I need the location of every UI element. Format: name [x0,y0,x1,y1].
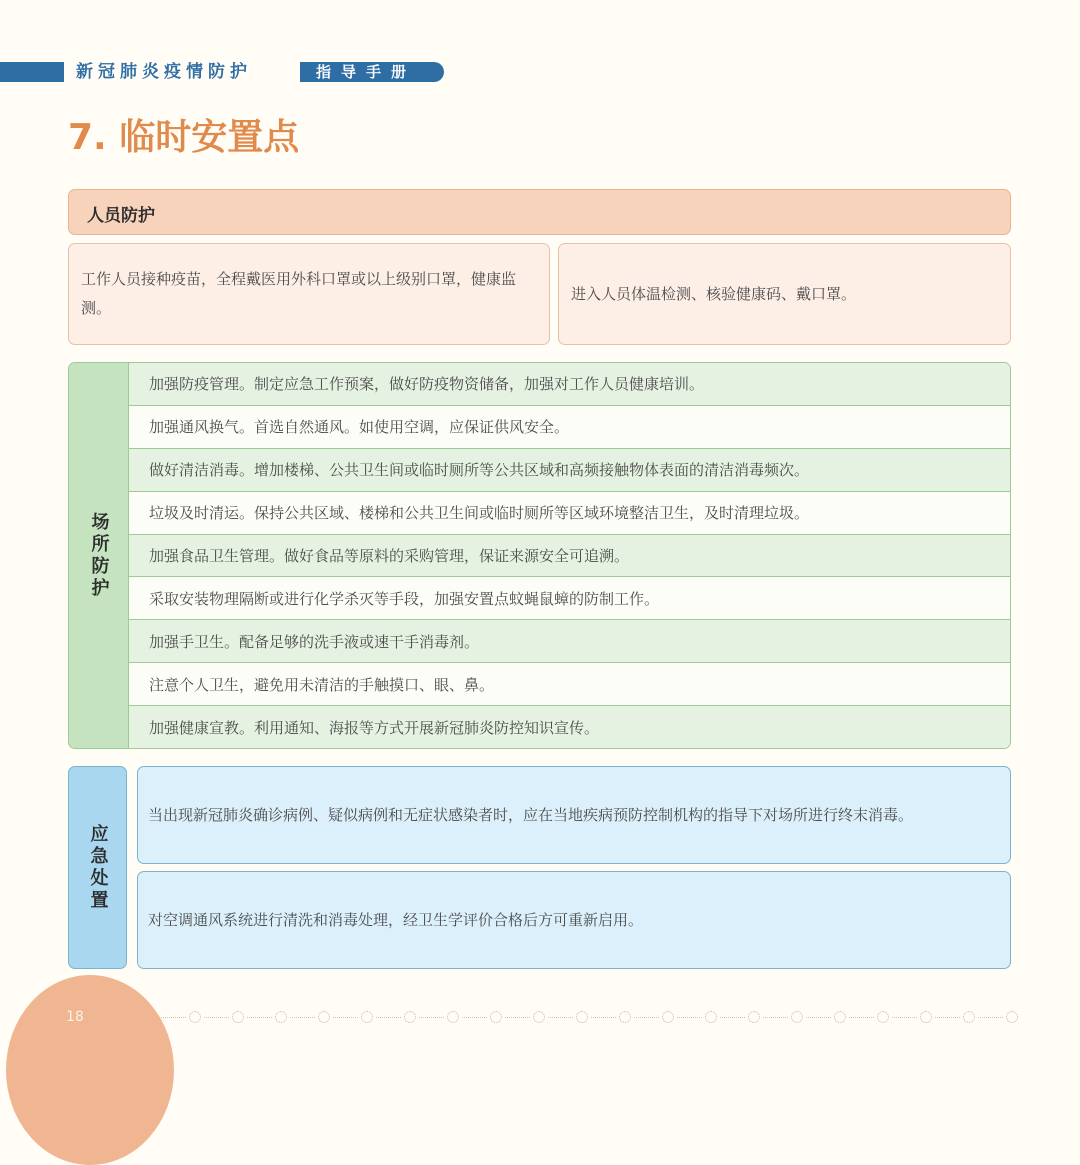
header-badge: 指导手册 [300,62,444,82]
venue-protection-label: 场所防护 [69,363,129,748]
table-row: 采取安装物理隔断或进行化学杀灭等手段，加强安置点蚊蝇鼠蟑的防制工作。 [129,576,1010,619]
page-number-circle [6,975,174,1165]
table-row: 做好清洁消毒。增加楼梯、公共卫生间或临时厕所等公共区域和高频接触物体表面的清洁消毒频次。 [129,448,1010,491]
personnel-card-staff: 工作人员接种疫苗，全程戴医用外科口罩或以上级别口罩，健康监测。 [68,243,550,345]
venue-protection-rows [129,363,1010,748]
venue-protection-table [68,362,1011,749]
decorative-dotted-line [158,1010,1018,1024]
emergency-card: 当出现新冠肺炎确诊病例、疑似病例和无症状感染者时，应在当地疾病预防控制机构的指导下对场所进行终末消毒。 [137,766,1011,864]
table-row: 注意个人卫生，避免用未清洁的手触摸口、眼、鼻。 [129,662,1010,705]
personnel-card-visitors: 进入人员体温检测、核验健康码、戴口罩。 [558,243,1011,345]
section-heading: 人员防护 [87,206,155,226]
page-number: 18 [66,1009,84,1025]
table-row: 加强食品卫生管理。做好食品等原料的采购管理，保证来源安全可追溯。 [129,534,1010,577]
table-row: 垃圾及时清运。保持公共区域、楼梯和公共卫生间或临时厕所等区域环境整洁卫生，及时清理垃圾。 [129,491,1010,534]
table-row: 加强手卫生。配备足够的洗手液或速干手消毒剂。 [129,619,1010,662]
personnel-protection-header [68,189,1011,235]
table-row: 加强通风换气。首选自然通风。如使用空调，应保证供风安全。 [129,405,1010,448]
page-title: 7. 临时安置点 [68,117,300,158]
header-title: 新冠肺炎疫情防护 [76,62,252,82]
header-accent-bar [0,62,64,82]
emergency-card: 对空调通风系统进行清洗和消毒处理，经卫生学评价合格后方可重新启用。 [137,871,1011,969]
table-row: 加强健康宣教。利用通知、海报等方式开展新冠肺炎防控知识宣传。 [129,705,1010,748]
table-row: 加强防疫管理。制定应急工作预案，做好防疫物资储备，加强对工作人员健康培训。 [129,363,1010,405]
emergency-label: 应急处置 [68,766,127,969]
